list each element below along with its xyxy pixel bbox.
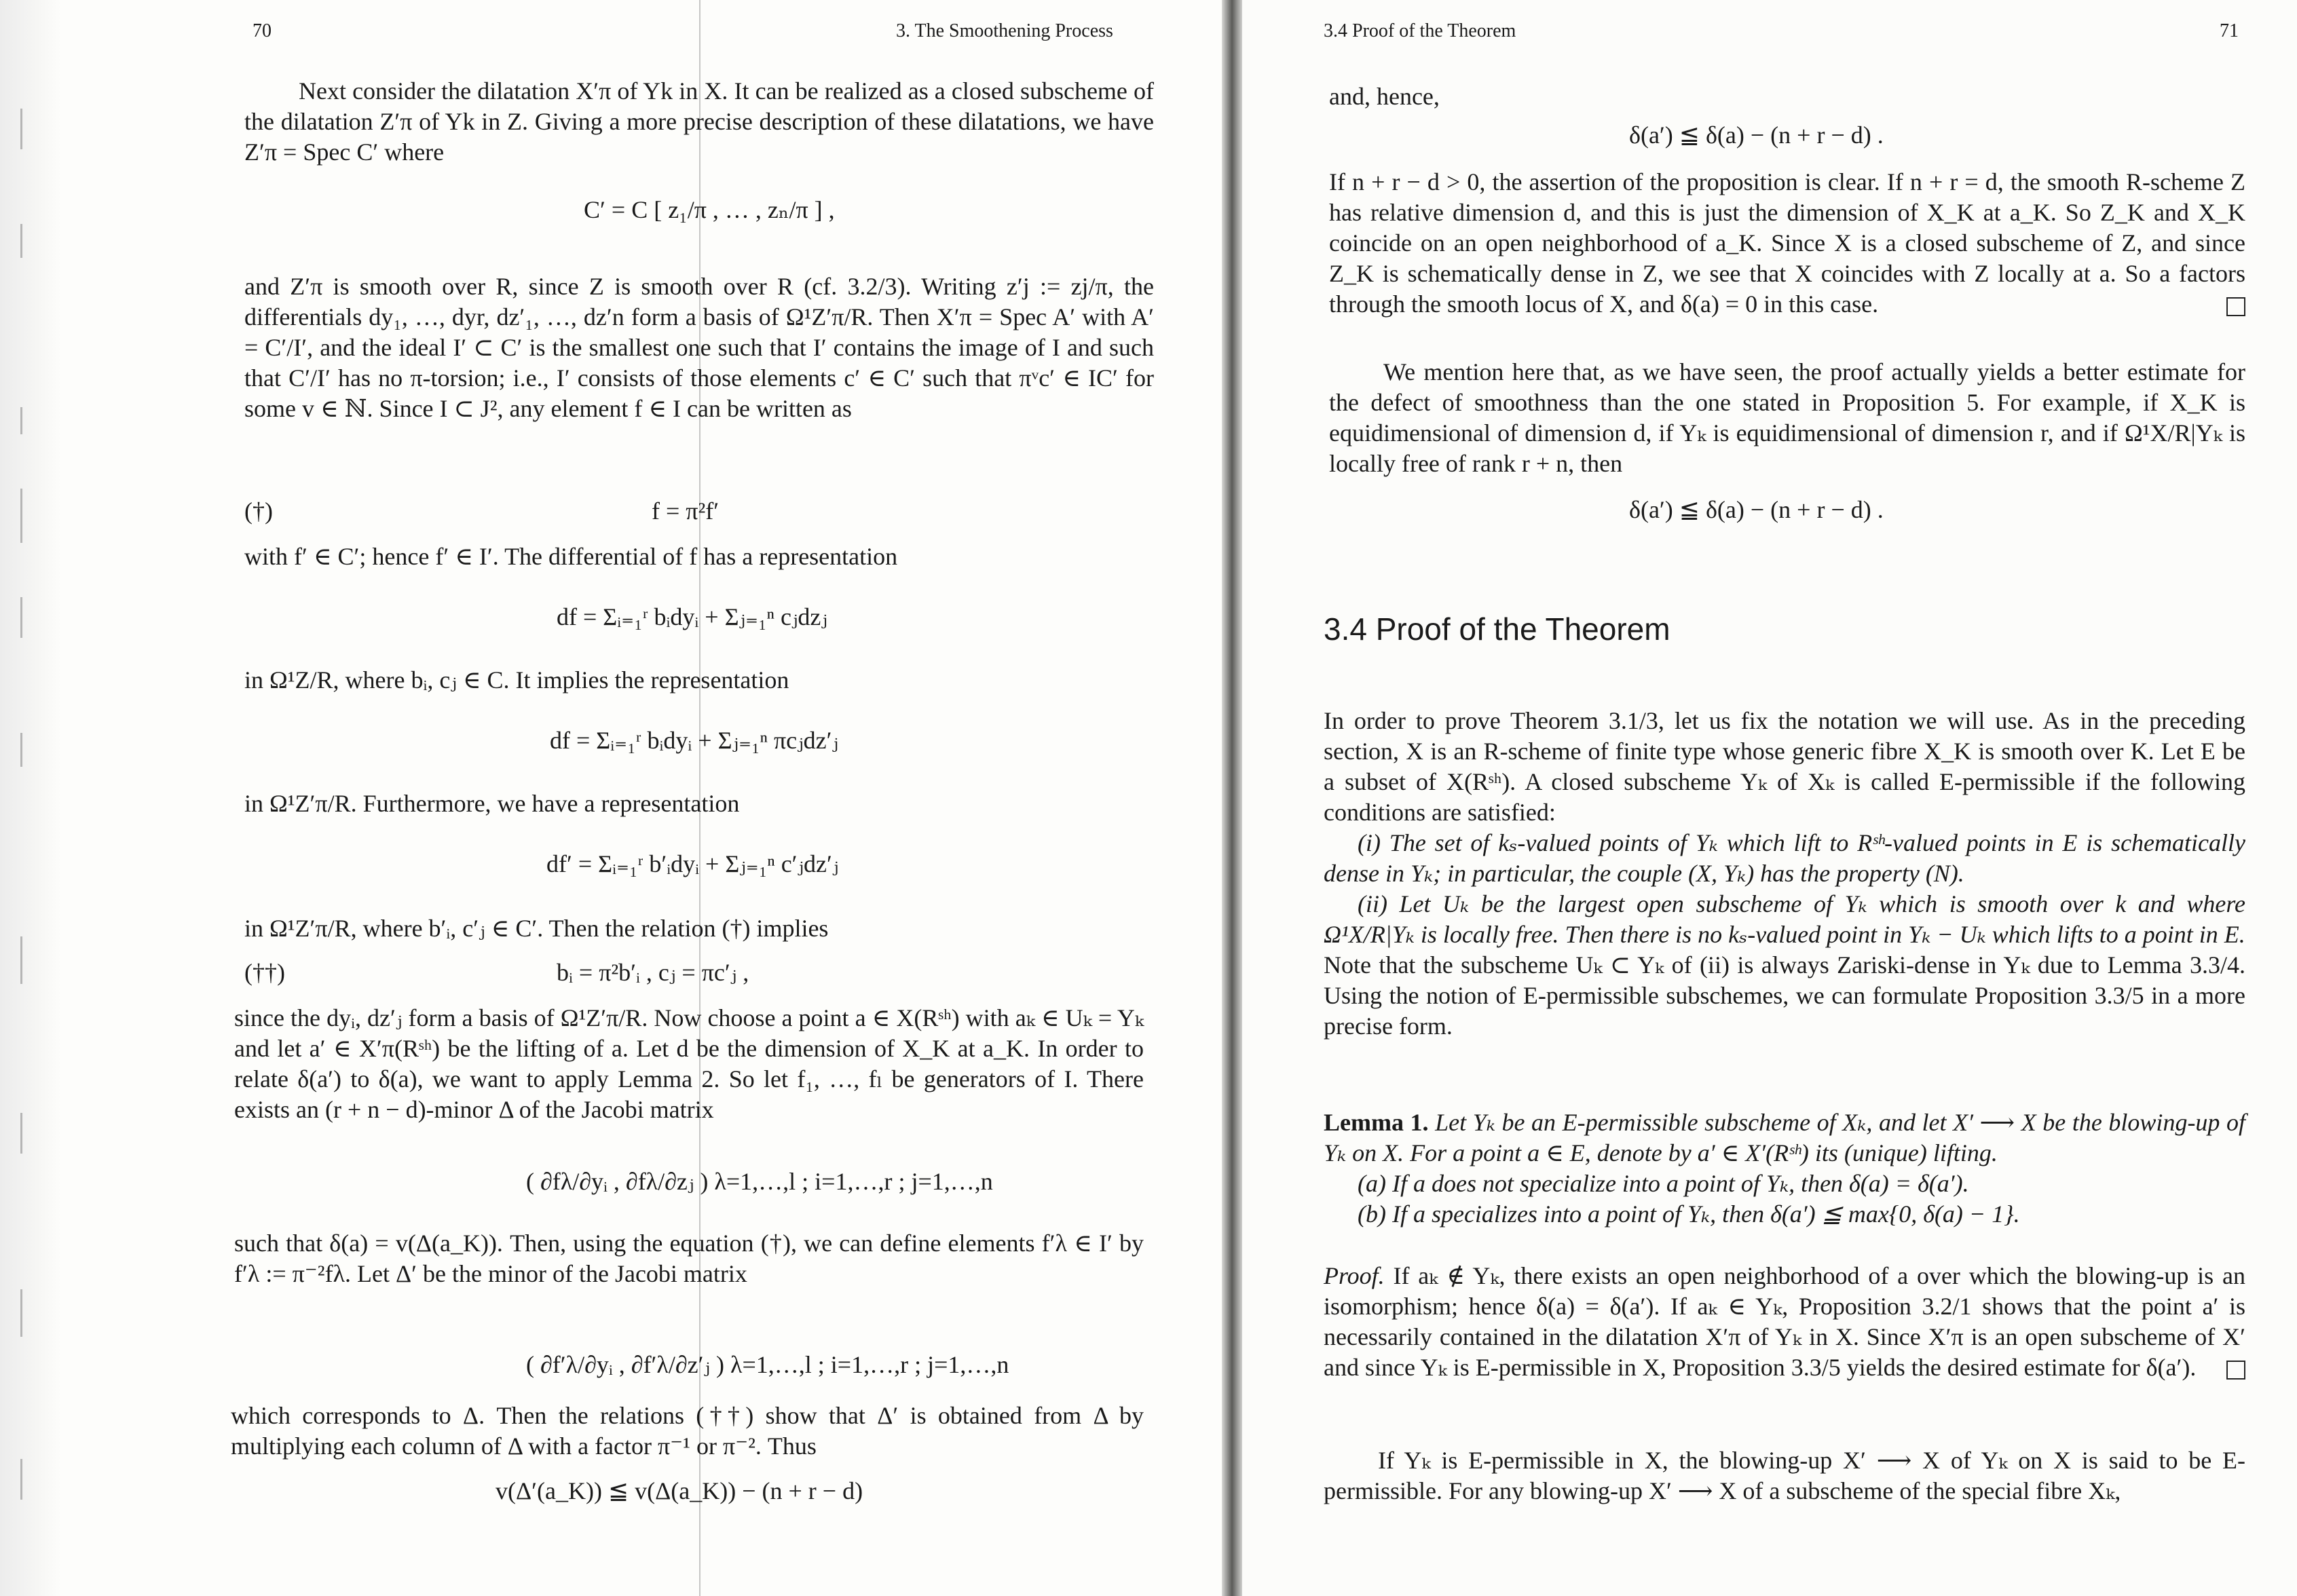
label-double-dagger: (††) — [244, 959, 285, 986]
edge-mark — [20, 597, 22, 638]
equation-df-3: df′ = Σᵢ₌₁ʳ b′ᵢdyᵢ + Σⱼ₌₁ⁿ c′ⱼdz′ⱼ — [546, 850, 839, 877]
qed-icon — [2226, 1361, 2245, 1380]
equation-c-prime: C′ = C [ z₁/π , … , zₙ/π ] , — [584, 196, 835, 223]
paragraph-assertion: If n + r − d > 0, the assertion of the proposition is clear. If n + r = d, the smooth R-scheme Z has relative dimension d, and this is just the dimension of X_K at a_K. So Z_K and X_K coincide on an open neighborhood of a_K. Since X is a closed subscheme of Z, and since Z_K is schematically dense in Z, we see that X coincides with Z locally at a. So a factors through the smooth locus of X, and δ(a) = 0 in this case. — [1329, 168, 2245, 318]
edge-mark — [20, 407, 22, 434]
paragraph-corresponds: which corresponds to Δ. Then the relations (††) show that Δ′ is obtained from Δ by multiplying each column of Δ with a factor π⁻¹ or π⁻². Thus — [231, 1402, 1144, 1460]
lemma-part-a: (a) If a does not specialize into a point of Yₖ, then δ(a) = δ(a′). — [1358, 1170, 1969, 1197]
paragraph-smoothness: and Z′π is smooth over R, since Z is smooth over R (cf. 3.2/3). Writing z′j := zj/π, the differentials dy₁, …, dyr, dz′₁, …, dz′n form a basis of Ω¹Z′π/R. Then X′π = Spec A′ with A′ = C′/I′, and the ideal I′ ⊂ C′ is the smallest one such that I′ contains the image of I and such that C′/I′ has no π-torsion; i.e., I′ consists of those elements c′ ∈ C′ such that πᵛc′ ∈ IC′ for some v ∈ ℕ. Since I ⊂ J², any element f ∈ I can be written as — [244, 273, 1154, 422]
equation-double-dagger: bᵢ = π²b′ᵢ , cⱼ = πc′ⱼ , — [557, 959, 749, 986]
paragraph-notation: In order to prove Theorem 3.1/3, let us fix the notation we will use. As in the preceding section, X is an R-scheme of finite type whose generic fibre X_K is smooth over K. Let E be a subset of X(Rˢʰ). A closed subscheme Yₖ of Xₖ is called E-permissible if the following conditions are satisfied: (i) The set of kₛ-valued points of Yₖ which lift to Rˢʰ-valued points in E is schematically dense in Yₖ; in particular, the couple (X, Yₖ) has the property (N). (ii) Let Uₖ be the largest open subscheme of Yₖ which is smooth over k and where Ω¹X/R|Yₖ is locally free. Then there is no kₛ-valued point in Yₖ − Uₖ which lifts to a point in E. Note that the subscheme Uₖ ⊂ Yₖ of (ii) is always Zariski-dense in Yₖ due to Lemma 3.3/4. Using the notion of E-permissible subschemes, we can formulate Proposition 3.3/5 in a more precise form. — [1324, 706, 2245, 1042]
equation-f: f = π²f′ — [652, 497, 720, 525]
paragraph-and-hence: and, hence, — [1329, 83, 1440, 110]
equation-jacobi-1: ( ∂fλ/∂yᵢ , ∂fλ/∂zⱼ ) λ=1,…,l ; i=1,…,r ; j=1,…,n — [526, 1168, 993, 1195]
lemma-part-b: (b) If a specializes into a point of Yₖ, then δ(a′) ≦ max{0, δ(a) − 1}. — [1358, 1200, 2020, 1228]
book-gutter — [1222, 0, 1242, 1596]
lemma-statement: Let Yₖ be an E-permissible subscheme of Xₖ, and let X′ ⟶ X be the blowing-up of Yₖ on X. For a point a ∈ E, denote by a′ ∈ X′(Rˢʰ) its (unique) lifting. — [1324, 1109, 2246, 1166]
edge-mark — [20, 1113, 22, 1154]
scan-edge — [0, 0, 61, 1596]
running-head-left: 3. The Smoothening Process — [896, 20, 1113, 41]
equation-valuation: v(Δ′(a_K)) ≦ v(Δ(a_K)) − (n + r − d) — [496, 1477, 863, 1504]
edge-mark — [20, 1459, 22, 1500]
paragraph-differential: with f′ ∈ C′; hence f′ ∈ I′. The differential of f has a representation — [244, 543, 898, 570]
paragraph-relation: in Ω¹Z′π/R, where b′ᵢ, c′ⱼ ∈ C′. Then the relation (†) implies — [244, 915, 829, 942]
page-number-right: 71 — [2220, 20, 2239, 41]
edge-mark — [20, 224, 22, 258]
lemma-label: Lemma 1. — [1324, 1109, 1429, 1136]
proof-label: Proof. — [1324, 1262, 1385, 1289]
paragraph-representation: in Ω¹Z/R, where bᵢ, cⱼ ∈ C. It implies the representation — [244, 666, 789, 694]
equation-delta-1: δ(a′) ≦ δ(a) − (n + r − d) . — [1629, 121, 1884, 149]
edge-mark — [20, 1289, 22, 1337]
paragraph-choose-point: since the dyᵢ, dz′ⱼ form a basis of Ω¹Z′π/R. Now choose a point a ∈ X(Rˢʰ) with aₖ ∈ Uₖ = Yₖ and let a′ ∈ X′π(Rˢʰ) be the lifting of a. Let d be the dimension of X_K at a_K. In order to relate δ(a′) to δ(a), we want to apply Lemma 2. So let f₁, …, fₗ be generators of I. There exists an (r + n − d)-minor Δ of the Jacobi matrix — [234, 1004, 1144, 1123]
paragraph-dilatation-intro: Next consider the dilatation X′π of Yk in X. It can be realized as a closed subscheme of the dilatation Z′π of Yk in Z. Giving a more precise description of these dilatations, we have Z′π = Spec C′ where — [244, 77, 1154, 166]
equation-delta-2: δ(a′) ≦ δ(a) − (n + r − d) . — [1629, 496, 1884, 523]
paragraph-furthermore: in Ω¹Z′π/R. Furthermore, we have a representation — [244, 790, 740, 817]
lemma-1 — [1324, 1107, 2245, 1230]
qed-icon — [2226, 297, 2245, 316]
running-head-right: 3.4 Proof of the Theorem — [1324, 20, 1516, 41]
paragraph-e-permissible: If Yₖ is E-permissible in X, the blowing-up X′ ⟶ X of Yₖ on X is said to be E-permissible. For any blowing-up X′ ⟶ X of a subscheme of the special fibre Xₖ, — [1324, 1447, 2245, 1504]
label-dagger: (†) — [244, 497, 273, 525]
right-page — [1242, 0, 2297, 1596]
equation-df-2: df = Σᵢ₌₁ʳ bᵢdyᵢ + Σⱼ₌₁ⁿ πcⱼdz′ⱼ — [550, 727, 838, 754]
paragraph-zariski-dense: Note that the subscheme Uₖ ⊂ Yₖ of (ii) is always Zariski-dense in Yₖ due to Lemma 3.3/4. Using the notion of E-permissible subschemes, we can formulate Proposition 3.3/5 in a more precise form. — [1324, 951, 2245, 1040]
edge-mark — [20, 733, 22, 767]
paragraph-define-elements: such that δ(a) = v(Δ(a_K)). Then, using the equation (†), we can define elements f′λ ∈ I′ by f′λ := π⁻²fλ. Let Δ′ be the minor of the Jacobi matrix — [234, 1230, 1144, 1287]
condition-ii: (ii) Let Uₖ be the largest open subscheme of Yₖ which is smooth over k and where Ω¹X/R|Yₖ is locally free. Then there is no kₛ-valued point in Yₖ − Uₖ which lifts to a point in E. — [1324, 890, 2245, 948]
edge-mark — [20, 489, 22, 543]
equation-jacobi-2: ( ∂f′λ/∂yᵢ , ∂f′λ/∂z′ⱼ ) λ=1,…,l ; i=1,…,r ; j=1,…,n — [526, 1351, 1009, 1378]
edge-mark — [20, 109, 22, 149]
edge-mark — [20, 936, 22, 984]
proof-text: If aₖ ∉ Yₖ, there exists an open neighborhood of a over which the blowing-up is an isomorphism; hence δ(a) = δ(a′). If aₖ ∈ Yₖ, Proposition 3.2/1 shows that the point a′ is necessarily contained in the dilatation X′π of Yₖ in X. Since X′π is an open subscheme of X′ and since Yₖ is E-permissible in X, Proposition 3.3/5 yields the desired estimate for δ(a′). — [1324, 1262, 2245, 1381]
condition-i: (i) The set of kₛ-valued points of Yₖ which lift to Rˢʰ-valued points in E is schematically dense in Yₖ; in particular, the couple (X, Yₖ) has the property (N). — [1324, 829, 2245, 887]
section-title: 3.4 Proof of the Theorem — [1324, 611, 1670, 647]
paragraph-better-estimate: We mention here that, as we have seen, the proof actually yields a better estimate for the defect of smoothness than the one stated in Proposition 5. For example, if X_K is equidimensional of dimension d, if Yₖ is equidimensional of dimension r, and if Ω¹X/R|Yₖ is locally free of rank r + n, then — [1329, 358, 2245, 477]
page-number-left: 70 — [253, 20, 272, 41]
proof-block — [1324, 1261, 2245, 1383]
equation-df-1: df = Σᵢ₌₁ʳ bᵢdyᵢ + Σⱼ₌₁ⁿ cⱼdzⱼ — [557, 603, 827, 630]
